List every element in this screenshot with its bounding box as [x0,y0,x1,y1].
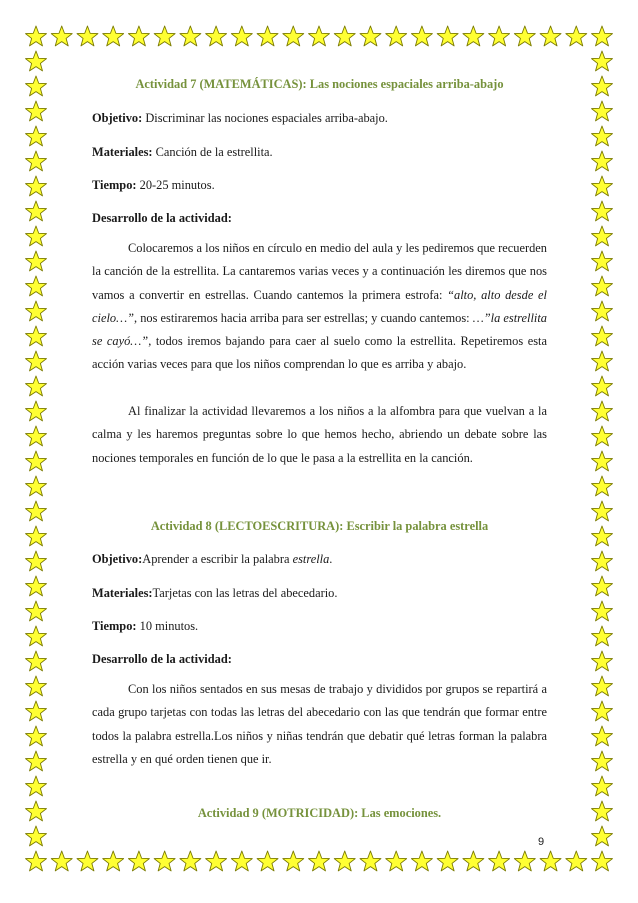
star-icon [26,376,47,396]
a7-p1-quote-2: …”la estrellita se cayó…” [92,310,547,349]
star-icon [592,401,613,421]
star-icon [26,51,47,71]
a8-objective [92,551,547,568]
star-icon [26,76,47,96]
star-icon [231,851,252,871]
a7-materials-label: Materiales: [92,145,153,159]
star-icon [26,201,47,221]
activity-7-heading: Actividad 7 (MATEMÁTICAS): Las nociones espaciales arriba-abajo [135,77,504,91]
star-icon [592,501,613,521]
star-icon [592,826,613,846]
star-icon [26,401,47,421]
a8-objective-italic: estrella [292,552,330,566]
a8-objective-label: Objetivo: [92,552,143,566]
star-icon [514,851,535,871]
star-icon [26,801,47,821]
star-icon [592,151,613,171]
star-icon [592,326,613,346]
star-icon [26,451,47,471]
a7-materials-text: Canción de la estrellita. [152,145,273,159]
star-icon [592,451,613,471]
star-icon [26,751,47,771]
star-icon [592,201,613,221]
star-icon [489,26,510,46]
a7-p1-text-a: Colocaremos a los niños en círculo en medio del aula y les pediremos que recuerden la canción de la estrellita. La cantaremos varias veces y a continuación les diremos que nos vamos a convertir en estrellas. Cuando cantemos la primera estrofa: [92,241,547,302]
star-icon [257,26,278,46]
star-icon [334,26,355,46]
star-icon [206,851,227,871]
star-icon [592,376,613,396]
a7-materials [92,144,547,161]
star-icon [26,26,47,46]
star-icon [26,601,47,621]
star-icon [592,726,613,746]
star-icon [26,526,47,546]
star-icon [26,626,47,646]
star-icon [592,751,613,771]
star-icon [592,601,613,621]
star-icon [26,176,47,196]
star-icon [514,26,535,46]
star-icon [283,851,304,871]
a7-time-text: 20-25 minutos. [136,178,215,192]
star-icon [283,26,304,46]
a7-paragraph-2 [92,400,547,470]
star-icon [592,526,613,546]
star-icon [77,851,98,871]
star-icon [540,26,561,46]
star-icon [26,826,47,846]
star-icon [26,651,47,671]
a7-p1-text-c: , todos iremos bajando para caer al suelo como la estrellita. Repetiremos esta acción varias veces para que los niños comprendan lo que es arriba y abajo. [92,334,547,372]
star-icon [592,251,613,271]
star-icon [592,551,613,571]
star-icon [26,851,47,871]
star-icon [26,126,47,146]
star-icon [386,851,407,871]
a8-time-label: Tiempo: [92,619,137,633]
star-icon [592,776,613,796]
a7-paragraph-1 [92,237,547,377]
star-icon [154,851,175,871]
activity-8-heading: Actividad 8 (LECTOESCRITURA): Escribir la palabra estrella [150,519,489,533]
a7-time-label: Tiempo: [92,178,137,192]
a7-development-label: Desarrollo de la actividad: [92,211,232,225]
star-icon [437,26,458,46]
a8-paragraph-1 [92,678,547,771]
a8-development-label: Desarrollo de la actividad: [92,652,232,666]
star-icon [51,26,72,46]
star-icon [592,126,613,146]
star-icon [26,501,47,521]
star-icon [592,176,613,196]
star-icon [26,701,47,721]
star-icon [592,76,613,96]
a7-objective [92,110,547,127]
star-icon [26,576,47,596]
star-icon [26,251,47,271]
page-number: 9 [538,836,545,848]
a7-objective-label: Objetivo: [92,111,143,125]
star-icon [592,276,613,296]
star-icon [26,101,47,121]
star-icon [592,701,613,721]
star-icon [592,851,613,871]
a8-objective-text: Aprender a escribir la palabra [142,552,293,566]
star-icon [592,26,613,46]
star-icon [51,851,72,871]
star-icon [592,651,613,671]
star-icon [154,26,175,46]
star-icon [26,476,47,496]
star-icon [592,676,613,696]
star-icon [411,851,432,871]
a8-materials-label: Materiales: [92,586,153,600]
a7-p1-text-b: , nos estiraremos hacia arriba para ser estrellas; y cuando cantemos: [134,310,473,325]
star-icon [592,226,613,246]
star-icon [26,426,47,446]
star-icon [463,26,484,46]
a7-objective-text: Discriminar las nociones espaciales arriba-abajo. [142,111,388,125]
a8-materials [92,585,547,602]
star-icon [566,26,587,46]
star-icon [592,626,613,646]
star-icon [592,101,613,121]
star-icon [386,26,407,46]
star-icon [26,551,47,571]
star-icon [489,851,510,871]
a8-objective-end: . [329,552,333,566]
star-icon [26,151,47,171]
star-icon [592,351,613,371]
star-icon [592,51,613,71]
star-icon [26,276,47,296]
a8-p1-text: Con los niños sentados en sus mesas de trabajo y divididos por grupos se repartirá a cada grupo tarjetas con todas las letras del abecedario con las que tendrán que formar entre todos la palabra estrella.Los niños y niñas tendrán que debatir qué letras forman la palabra estrella y en qué orden tienen que ir. [92,682,547,766]
star-icon [206,26,227,46]
star-icon [26,676,47,696]
star-icon [540,851,561,871]
star-icon [592,301,613,321]
star-icon [26,776,47,796]
a8-time [92,618,547,635]
star-icon [103,26,124,46]
star-icon [437,851,458,871]
star-icon [360,26,381,46]
star-icon [592,426,613,446]
star-icon [128,26,149,46]
star-icon [566,851,587,871]
star-icon [257,851,278,871]
a8-materials-text: Tarjetas con las letras del abecedario. [152,586,338,600]
star-icon [360,851,381,871]
star-icon [309,26,330,46]
star-icon [77,26,98,46]
star-icon [334,851,355,871]
star-icon [309,851,330,871]
a8-time-text: 10 minutos. [136,619,199,633]
a7-p2-text: Al finalizar la actividad llevaremos a los niños a la alfombra para que vuelvan a la calma y les haremos preguntas sobre lo que hemos hecho, abriendo un debate sobre las nociones temporales en función de lo que le pasa a la estrellita en la canción. [92,404,547,465]
star-icon [26,226,47,246]
star-icon [180,851,201,871]
star-icon [26,326,47,346]
star-icon [231,26,252,46]
star-icon [26,301,47,321]
a7-time [92,177,547,194]
a7-p1-quote-1: “alto, alto desde el cielo…” [92,287,547,325]
star-icon [128,851,149,871]
star-icon [26,726,47,746]
star-icon [463,851,484,871]
star-icon [592,801,613,821]
star-icon [26,351,47,371]
star-icon [180,26,201,46]
star-icon [103,851,124,871]
activity-9-heading: Actividad 9 (MOTRICIDAD): Las emociones. [197,806,442,820]
star-icon [411,26,432,46]
star-icon [592,476,613,496]
star-icon [592,576,613,596]
